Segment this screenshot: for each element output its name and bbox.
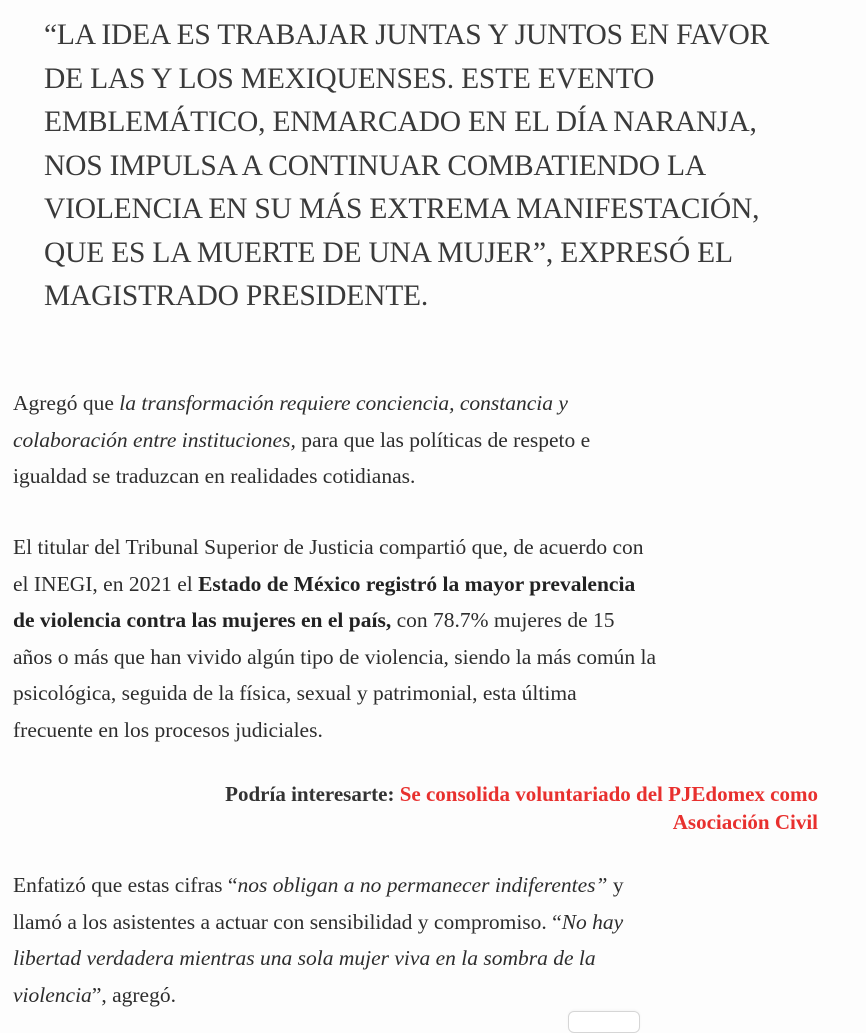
related-line xyxy=(225,780,818,808)
text-plain: con 78.7% mujeres de 15 xyxy=(391,608,615,632)
text-italic: la transformación requiere conciencia, constancia y xyxy=(119,391,568,415)
text-line xyxy=(13,867,624,904)
related-article-link-continued[interactable]: Asociación Civil xyxy=(672,810,818,834)
text-plain: para que las políticas de respeto e xyxy=(295,427,591,452)
text-italic: nos obligan a no permanecer indiferentes” xyxy=(237,873,608,897)
text-line: igualdad se traduzcan en realidades cotidianas. xyxy=(13,464,416,488)
text-bold: de violencia contra las mujeres en el país, xyxy=(13,608,392,632)
text-line xyxy=(13,904,624,941)
related-label: Podría interesarte: xyxy=(225,782,400,806)
text-plain: Enfatizó que estas cifras “ xyxy=(13,873,238,897)
pull-quote-line: “LA IDEA ES TRABAJAR JUNTAS Y JUNTOS EN FAVOR xyxy=(44,19,770,51)
text-plain: y xyxy=(607,873,624,897)
text-plain: el INEGI, en 2021 el xyxy=(13,571,199,596)
text-plain: ”, agregó. xyxy=(91,982,176,1007)
text-italic: No hay xyxy=(561,909,624,934)
text-line: El titular del Tribunal Superior de Justicia compartió que, de acuerdo con xyxy=(13,535,644,559)
text-italic: violencia xyxy=(13,982,92,1007)
pull-quote-line: QUE ES LA MUERTE DE UNA MUJER”, EXPRESÓ EL xyxy=(44,236,733,269)
pull-quote-line: NOS IMPULSA A CONTINUAR COMBATIENDO LA xyxy=(44,149,706,182)
pull-quote-line: DE LAS Y LOS MEXIQUENSES. ESTE EVENTO xyxy=(44,62,655,95)
text-bold: Estado de México registró la mayor prevalencia xyxy=(198,571,636,596)
text-line xyxy=(13,940,624,977)
text-line: psicológica, seguida de la física, sexual y patrimonial, esta última xyxy=(13,681,577,705)
text-italic: libertad verdadera mientras una sola mujer viva en la sombra de la xyxy=(13,946,596,970)
text-line xyxy=(13,977,624,1014)
text-plain: llamó a los asistentes a actuar con sensibilidad y compromiso. “ xyxy=(13,909,562,934)
related-article-box xyxy=(225,780,818,836)
pull-quote xyxy=(44,14,834,319)
pull-quote-line: EMBLEMÁTICO, ENMARCADO EN EL DÍA NARANJA, xyxy=(44,106,757,138)
text-line: años o más que han vivido algún tipo de violencia, siendo la más común la xyxy=(13,644,657,669)
text-italic: colaboración entre instituciones, xyxy=(13,427,296,452)
paragraph-transformation xyxy=(13,385,590,495)
pull-quote-line: VIOLENCIA EN SU MÁS EXTREMA MANIFESTACIÓN, xyxy=(44,193,760,225)
text-line xyxy=(13,602,656,639)
pull-quote-line: MAGISTRADO PRESIDENTE. xyxy=(44,280,429,312)
paragraph-cifras xyxy=(13,867,624,1013)
related-article-link[interactable]: Se consolida voluntariado del PJEdomex como xyxy=(399,782,818,806)
text-plain: Agregó que xyxy=(13,391,120,415)
related-line xyxy=(225,808,818,836)
text-line xyxy=(13,566,656,603)
text-line xyxy=(13,422,590,459)
text-line: frecuente en los procesos judiciales. xyxy=(13,717,323,742)
paragraph-inegi xyxy=(13,529,656,748)
floating-widget-tab[interactable] xyxy=(568,1011,640,1033)
text-line xyxy=(13,385,590,422)
